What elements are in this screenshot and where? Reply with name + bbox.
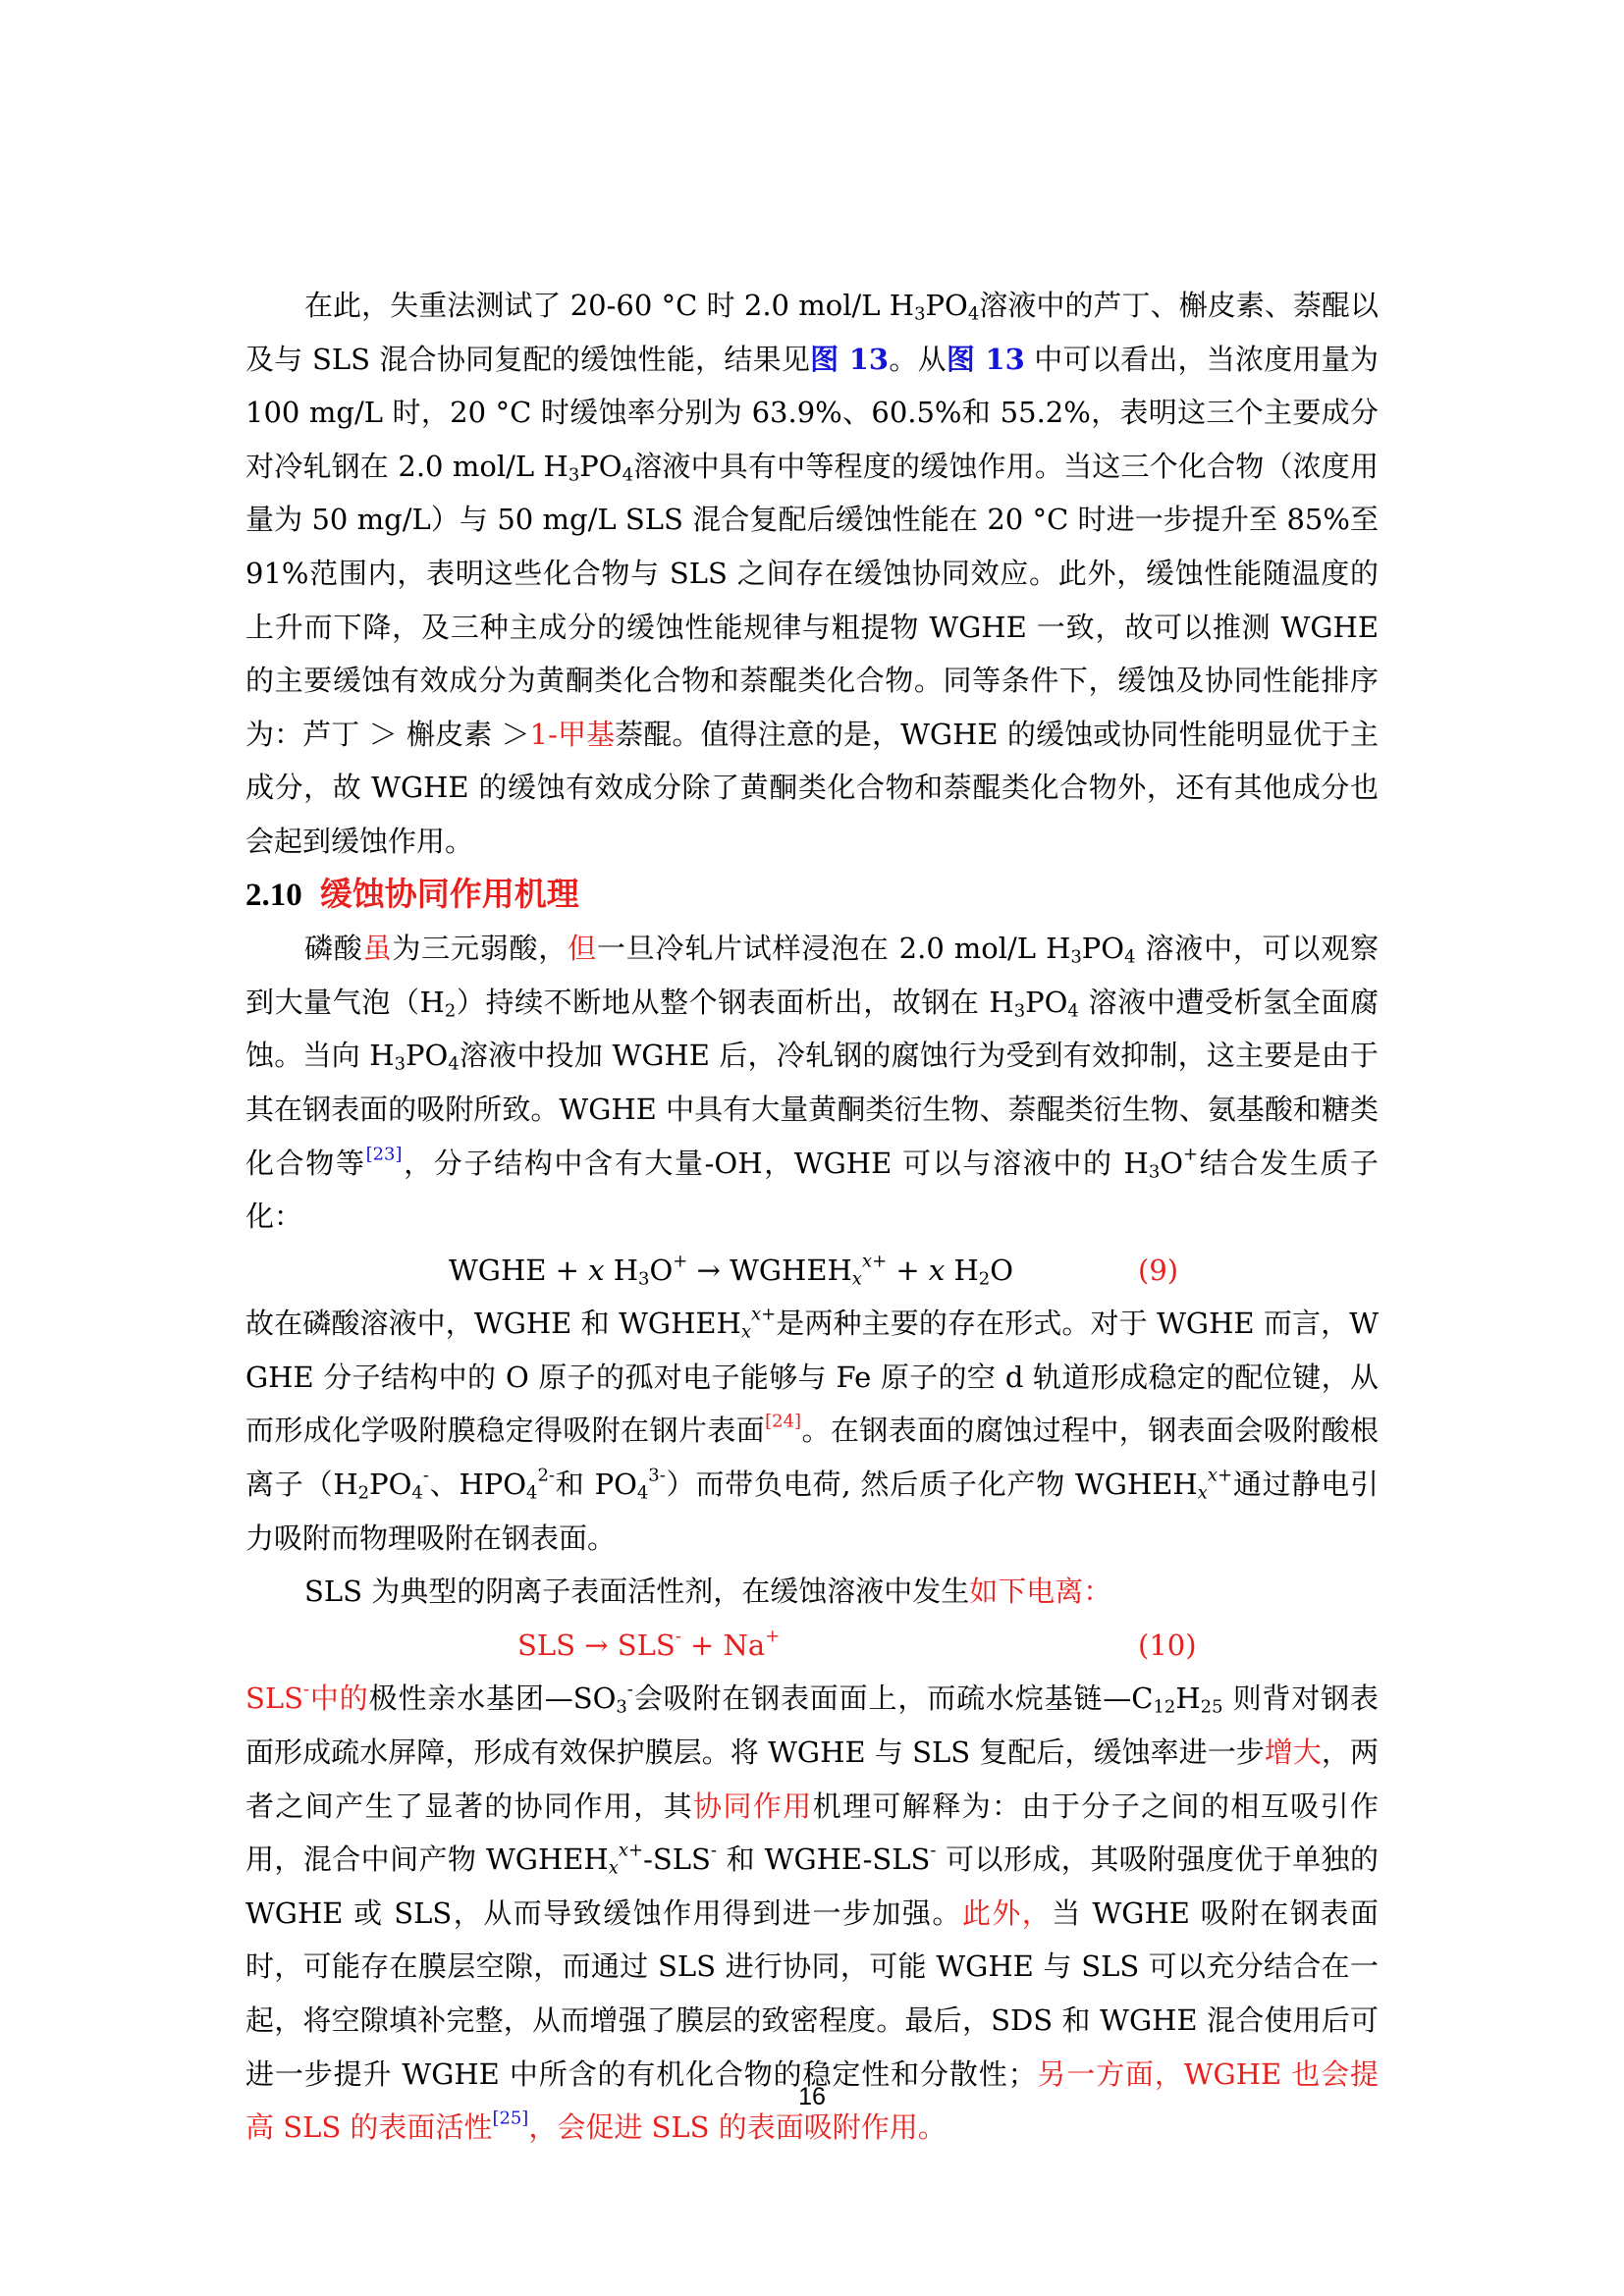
equation-9-number: (9) [1138,1253,1179,1287]
paragraph-corrosion-mechanism: 磷酸虽为三元弱酸，但一旦冷轧片试样浸泡在 2.0 mol/L $H_3PO_4$ 溶液中，可以观察到大量气泡$(H_2)$持续不断地从整个钢表面析出，故钢在 $H_3PO_4$ 溶液中遭受析氢全面腐蚀。当向 $H_3PO_4$溶液中投加 WGHE 后，冷轧钢的腐蚀行为受到有效抑制，这主要是由于其在钢表面的吸附所致。WGHE 中具有大量黄酮类衍生物、萘醌类衍生物、氨基酸和糖类化合物等[23]，分子结构中含有大量-OH，WGHE 可以与溶液中的 $H_3O^+$结合发生质子化： [245,932,1380,1234]
section-number: 2.10 [245,877,302,913]
paragraph-sls-ionization: SLS 为典型的阴离子表面活性剂，在缓蚀溶液中发生如下电离： [304,1575,1112,1609]
paragraph-adsorption: 故在磷酸溶液中，WGHE 和 $WGHEH_x^{x+}$是两种主要的存在形式。对于 WGHE 而言，WGHE 分子结构中的 O 原子的孤对电子能够与 Fe 原子的空 d 轨道形成稳定的配位键，从而形成化学吸附膜稳定得吸附在钢片表面[24]。在钢表面的腐蚀过程中，钢表面会吸附酸根离子（$H_2PO_4^-$、$HPO_4^{2-}$和 $PO_4^{3-}$）而带负电荷, 然后质子化产物 $WGHEH_x^{x+}$通过静电引力吸附而物理吸附在钢表面。 [245,1304,1380,1555]
citation-25[interactable]: [25] [492,2108,529,2129]
figure-13-link[interactable]: 图 13 [810,342,890,376]
revised-text: 1-甲基 [529,717,616,751]
figure-13-link[interactable]: 图 13 [946,342,1025,376]
section-heading [245,869,1379,923]
equation-9 [245,1244,1379,1298]
citation-24[interactable]: [24] [765,1411,802,1432]
equation-10 [245,1619,1379,1673]
equation-9-expression: WGHE + x $H_3O^+$ → $WGHEH_x^{x+} + x$ $H_2O$ [449,1251,1013,1290]
paragraph-synergy-mechanism: SLS-中的极性亲水基团$—SO_3^-$会吸附在钢表面面上，而疏水烷基链$—C_{12}H_{25}$ 则背对钢表面形成疏水屏障，形成有效保护膜层。将 WGHE 与 SLS 复配后，缓蚀率进一步增大，两者之间产生了显著的协同作用，其协同作用机理可解释为：由于分子之间的相互吸引作用，混合中间产物 $WGHEH_x^{x+}-SLS^-$ 和 WGHE-SLS- 可以形成，其吸附强度优于单独的 WGHE 或 SLS，从而导致缓蚀作用得到进一步加强。此外，当 WGHE 吸附在钢表面时，可能存在膜层空隙，而通过 SLS 进行协同，可能 WGHE 与 SLS 可以充分结合在一起，将空隙填补完整，从而增强了膜层的致密程度。最后，SDS 和 WGHE 混合使用后可进一步提升 WGHE 中所含的有机化合物的稳定性和分散性；另一方面，WGHE 也会提高 SLS 的表面活性[25]，会促进 SLS 的表面吸附作用。 [245,1679,1379,2145]
paragraph-weight-loss-results: 在此，失重法测试了 20-60 °C 时 2.0 mol/L $H_3PO_4$溶液中的芦丁、槲皮素、萘醌以及与 SLS 混合协同复配的缓蚀性能，结果见图 13。从图 13 中可以看出，当浓度用量为 100 mg/L 时，20 °C 时缓蚀率分别为 63.9%、60.5%和 55.2%，表明这三个主要成分对冷轧钢在 2.0 mol/L $H_3PO_4$溶液中具有中等程度的缓蚀作用。当这三个化合物（浓度用量为 50 mg/L）与 50 mg/L SLS 混合复配后缓蚀性能在 20 °C 时进一步提升至 85%至 91%范围内，表明这些化合物与 SLS 之间存在缓蚀协同效应。此外，缓蚀性能随温度的上升而下降，及三种主成分的缓蚀性能规律与粗提物 WGHE 一致，故可以推测 WGHE 的主要缓蚀有效成分为黄酮类化合物和萘醌类化合物。同等条件下，缓蚀及协同性能排序为：芦丁 ＞ 槲皮素 ＞1-甲基萘醌。值得注意的是，WGHE 的缓蚀或协同性能明显优于主成分，故 WGHE 的缓蚀有效成分除了黄酮类化合物和萘醌类化合物外，还有其他成分也会起到缓蚀作用。 [245,289,1380,858]
section-title: 缓蚀协同作用机理 [319,877,579,913]
page-body [245,279,1379,2155]
page-number: 16 [798,2083,826,2110]
equation-10-expression: SLS → SLS- + Na+ [517,1626,781,1662]
equation-10-number: (10) [1138,1628,1197,1662]
citation-23[interactable]: [23] [365,1144,403,1165]
